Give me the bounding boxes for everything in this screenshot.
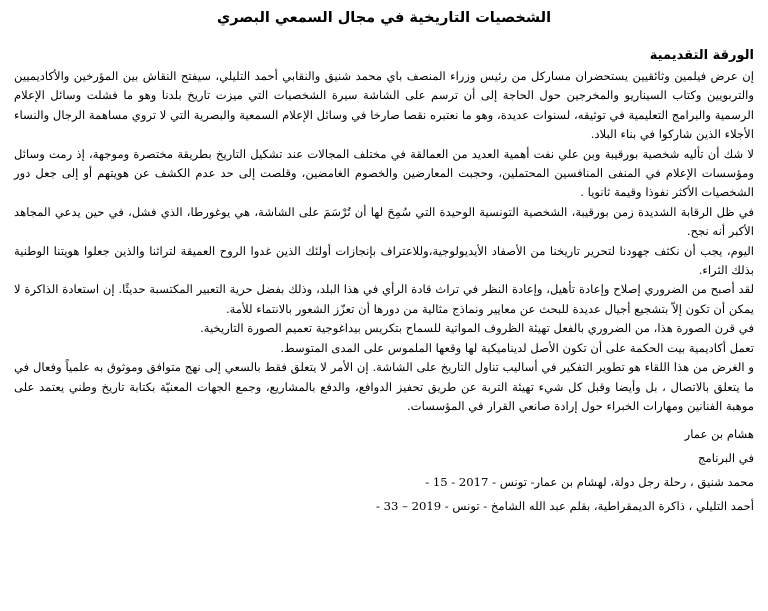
- paragraph: لقد أصبح من الضروري إصلاح وإعادة تأهيل، وإعادة النظر في تراث قادة الرأي في هذا البلد، وذلك بفضل حرية التعبير المكتسبة حديثًا. إن استعادة الذاكرة لا يمكن أن تكون إلاّ بتشجيع أجيال عديدة للبحث عن معايير ونماذج مثالية من دورها أن تعزّز الشعور بالانتماء للأمة.: [14, 282, 754, 316]
- paragraph: في ظل الرقابة الشديدة زمن بورقيبة، الشخصية التونسية الوحيدة التي سُمِحَ لها أن تُرْسَمَ على الشاشة، هي يوغورطا، الذي فشل، في حين يدعي المجاهد الأكبر أنه نجح.: [14, 204, 755, 239]
- program-item: محمد شنيق ، رحلة رجل دولة، لهشام بن عمار- تونس - 2017 - 15 -: [425, 475, 754, 490]
- signature-block: [14, 422, 754, 518]
- paragraph: إن عرض فيلمين وثائقيين يستحضران مساركل من رئيس وزراء المنصف باي محمد شنيق والنقابي أحمد التليلي، سيفتح النقاش بين المؤرخين والأكاديميين والتربويين وكتاب السيناريو والمخرجين حول الحاجة إلى أن ترسم على الشاشة سيرة الشخصيات التي ميزت تاريخ بلدنا وهو ما فشلت وسائل الإعلام الرسمية والبرامج التعليمية في توثيقه، لسنوات عديدة، وهو ما نعتبره نقصا صارخا في وسائل الإعلام السمعية والبصرية التي لا تروي مساهمة الرجال والنساء الأجلاء الذين شاركوا في بناء البلاد.: [14, 69, 754, 142]
- program-label: في البرنامج: [698, 451, 754, 466]
- program-item: أحمد التليلي ، ذاكرة الديمقراطية، بقلم عبد الله الشامخ - تونس - 2019 – 33 -: [376, 499, 754, 514]
- paragraph: و الغرض من هذا اللقاء هو تطوير التفكير في أساليب تناول التاريخ على الشاشة. إن الأمر لا يتعلق فقط بالسعي إلى نهج متوافق وموثوق به علمياً وفعال في ما يتعلق بالاتصال ، بل وأيضا وقبل كل شيء تهيئة التربة عن طريق تحفيز الدوافع، والدفع بالمشاريع، وجمع الجهات المعنيّة بكتابة تاريخ وطني يعتمد على موهبة الفنانين ومهارات الخبراء حول إرادة صانعي القرار في المؤسسات.: [14, 360, 754, 413]
- document-title: الشخصيات التاريخية في مجال السمعي البصري: [216, 10, 552, 26]
- paragraph: في قرن الصورة هذا، من الضروري بالفعل تهيئة الظروف المواتية للسماح بتكريس بيداغوجية تعميم الصورة التاريخية.: [200, 321, 754, 336]
- paragraph: لا شك أن تأليه شخصية بورقيبة وبن علي نفت أهمية العديد من العمالقة في مختلف المجالات عند تشكيل التاريخ بطريقة مختصرة وموجهة، إذ رمت وسائل ومؤسسات الإعلام في المنفى المنافسين المحتملين، وحجبت المعارضين والخصوم الغامضين، وقلصت إلى حد عدم الكشف عن هويتهم أو إلى جعل دور الشخصيات الأكثر نفوذا وقيمة ثانويا .: [14, 146, 754, 200]
- section-heading: الورقة التقديمية: [649, 48, 754, 63]
- author-name: هشام بن عمار: [684, 427, 754, 442]
- paragraph: تعمل أكاديمية بيت الحكمة على أن تكون الأصل لديناميكية لها وقعها الملموس على المدى المتوسط.: [280, 340, 754, 355]
- paragraph: اليوم، يجب أن نكثف جهودنا لتحرير تاريخنا من الأصفاد الأيديولوجية،وللاعتراف بإنجازات أولئك الذين غدوا الروح العميقة لتراثنا والذين جعلوا هويتنا الوطنية بذلك الثراء.: [14, 243, 754, 278]
